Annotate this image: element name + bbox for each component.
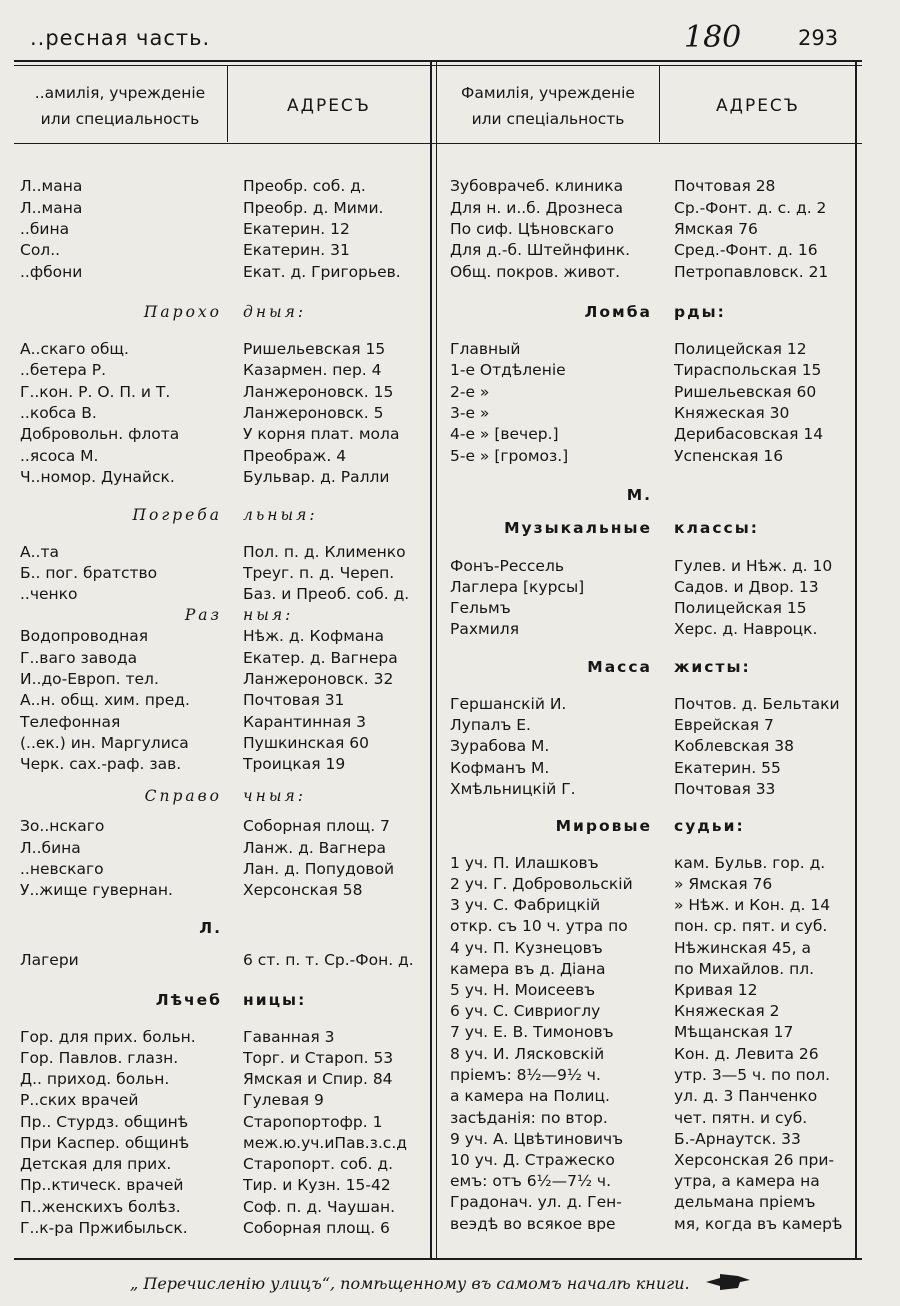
entry-address: Екатерин. 12	[243, 220, 350, 238]
entry-address: Тир. и Кузн. 15-42	[243, 1176, 391, 1194]
entry-name: Рахмиля	[450, 620, 520, 638]
entry-name: Г..к-ра Пржибыльск.	[20, 1219, 188, 1237]
entry-name: 3 уч. С. Фабрицкій	[450, 896, 601, 914]
section-heading: М.	[626, 486, 652, 504]
section-heading: Раз	[184, 606, 222, 624]
entry-address: Преобр. соб. д.	[243, 177, 366, 195]
entry-address: пон. ср. пят. и суб.	[674, 917, 828, 935]
entry-address: Мѣщанская 17	[674, 1023, 794, 1041]
entry-name: И..до-Европ. тел.	[20, 670, 159, 688]
entry-address: Садов. и Двор. 13	[674, 578, 819, 596]
entry-name: ..фбони	[20, 263, 83, 281]
entry-address: Дерибасовская 14	[674, 425, 824, 443]
entry-name: Ч..номор. Дунайск.	[20, 468, 175, 486]
entry-address: Баз. и Преоб. соб. д.	[243, 585, 410, 603]
footer-note: „ Перечисленію улицъ“, помѣщенному въ самомъ началѣ книги.	[130, 1274, 690, 1293]
entry-address: Гулевая 9	[243, 1091, 324, 1109]
entry-address: Кон. д. Левита 26	[674, 1045, 819, 1063]
section-heading-continued: льныя:	[243, 506, 318, 524]
entry-name: емъ: отъ 6½—7½ ч.	[450, 1172, 612, 1190]
entry-name: Градонач. ул. д. Ген-	[450, 1193, 622, 1211]
right-address-header: АДРЕСЪ	[716, 96, 800, 116]
entry-name: Лаглера [курсы]	[450, 578, 585, 596]
entry-name: Для д.-б. Штейнфинк.	[450, 241, 631, 259]
entry-address: Полицейская 15	[674, 599, 807, 617]
entry-name: Зурабова М.	[450, 737, 550, 755]
entry-address: 6 ст. п. т. Ср.-Фон. д.	[243, 951, 414, 969]
entry-name: 6 уч. С. Сивриоглу	[450, 1002, 601, 1020]
entry-name: Добровольн. флота	[20, 425, 180, 443]
entry-address: Соф. п. д. Чаушан.	[243, 1198, 396, 1216]
section-heading-continued: классы:	[674, 519, 759, 537]
entry-address: Гаванная 3	[243, 1028, 335, 1046]
entry-address: Екатерин. 31	[243, 241, 350, 259]
entry-address: по Михайлов. пл.	[674, 960, 815, 978]
section-heading-continued: судьи:	[674, 817, 745, 835]
entry-address: Лан. д. Попудовой	[243, 860, 395, 878]
entry-address: Екатерин. 55	[674, 759, 781, 777]
page-header-title: ..ресная часть.	[30, 26, 211, 50]
entry-name: а камера на Полиц.	[450, 1087, 610, 1105]
handwritten-page-note: 180	[684, 20, 742, 55]
entry-name: ..невскаго	[20, 860, 104, 878]
entry-name: Общ. покров. живот.	[450, 263, 621, 281]
entry-address: Нѣж. д. Кофмана	[243, 627, 385, 645]
entry-name: Пр..ктическ. врачей	[20, 1176, 184, 1194]
entry-name: Р..ских врачей	[20, 1091, 139, 1109]
left-address-header: АДРЕСЪ	[287, 96, 371, 116]
entry-address: Княжеская 2	[674, 1002, 780, 1020]
section-heading: Парохо	[143, 303, 222, 321]
entry-name: При Каспер. общинѣ	[20, 1134, 190, 1152]
entry-address: Почтов. д. Бельтаки	[674, 695, 840, 713]
entry-name: Г..кон. Р. О. П. и Т.	[20, 383, 171, 401]
entry-address: ул. д. 3 Панченко	[674, 1087, 818, 1105]
entry-name: Пр.. Стурдз. общинѣ	[20, 1113, 189, 1131]
entry-name: 4 уч. П. Кузнецовъ	[450, 939, 603, 957]
section-heading-continued: чныя:	[243, 787, 306, 805]
entry-name: ..бина	[20, 220, 70, 238]
entry-address: Херс. д. Навроцк.	[674, 620, 818, 638]
entry-address: Коблевская 38	[674, 737, 794, 755]
entry-address: Гулев. и Нѣж. д. 10	[674, 557, 833, 575]
entry-address: утр. 3—5 ч. по пол.	[674, 1066, 831, 1084]
entry-address: Кривая 12	[674, 981, 758, 999]
entry-name: Л..бина	[20, 839, 81, 857]
section-heading: Погреба	[132, 506, 222, 524]
entry-address: Соборная площ. 7	[243, 817, 390, 835]
entry-name: Водопроводная	[20, 627, 149, 645]
entry-name: Д.. приход. больн.	[20, 1070, 170, 1088]
entry-address: Ланжероновск. 32	[243, 670, 394, 688]
entry-name: веэдѣ во всякое вре	[450, 1215, 616, 1233]
entry-address: Преобр. д. Мими.	[243, 199, 384, 217]
entry-address: Херсонская 58	[243, 881, 363, 899]
entry-name: (..ек.) ин. Маргулиса	[20, 734, 189, 752]
entry-address: чет. пятн. и суб.	[674, 1109, 808, 1127]
entry-name: Б.. пог. братство	[20, 564, 158, 582]
entry-name: Сол..	[20, 241, 61, 259]
entry-name: А..скаго общ.	[20, 340, 129, 358]
entry-address: Екатер. д. Вагнера	[243, 649, 398, 667]
entry-address: Сред.-Фонт. д. 16	[674, 241, 818, 259]
entry-address: меж.ю.уч.иПав.з.с.д	[243, 1134, 407, 1152]
entry-address: » Ямская 76	[674, 875, 773, 893]
entry-name: 5-е » [громоз.]	[450, 447, 569, 465]
entry-address: Старопорт. соб. д.	[243, 1155, 394, 1173]
entry-address: Ланжероновск. 5	[243, 404, 384, 422]
left-name-header: ..амилія, учрежденіе или специальность	[34, 84, 206, 128]
entry-name: Лупалъ Е.	[450, 716, 531, 734]
section-heading: Справо	[144, 787, 222, 805]
entry-name: 4-е » [вечер.]	[450, 425, 559, 443]
right-name-header: Фамилія, учрежденіе или спеціальность	[461, 84, 635, 128]
entry-address: Пушкинская 60	[243, 734, 369, 752]
entry-name: А..н. общ. хим. пред.	[20, 691, 190, 709]
entry-name: Лагери	[20, 951, 79, 969]
entry-name: засѣданія: по втор.	[450, 1109, 608, 1127]
entry-address: Херсонская 26 при-	[674, 1151, 835, 1169]
section-heading: Ломба	[584, 303, 652, 321]
entry-address: » Нѣж. и Кон. д. 14	[674, 896, 831, 914]
entry-address: У корня плат. мола	[243, 425, 400, 443]
entry-name: Детская для прих.	[20, 1155, 172, 1173]
entry-address: Ямская и Спир. 84	[243, 1070, 393, 1088]
entry-address: мя, когда въ камерѣ	[674, 1215, 843, 1233]
entry-address: Ланж. д. Вагнера	[243, 839, 386, 857]
entry-address: Екат. д. Григорьев.	[243, 263, 401, 281]
pointing-hand-icon	[704, 1270, 752, 1294]
section-heading-continued: жисты:	[674, 658, 751, 676]
entry-address: Ришельевская 60	[674, 383, 817, 401]
section-heading-continued: рды:	[674, 303, 726, 321]
entry-name: 2 уч. Г. Добровольскій	[450, 875, 633, 893]
section-heading-continued: ницы:	[243, 991, 307, 1009]
entry-name: 2-е »	[450, 383, 490, 401]
entry-address: Торг. и Староп. 53	[243, 1049, 394, 1067]
entry-name: А..та	[20, 543, 59, 561]
entry-name: 10 уч. Д. Стражеско	[450, 1151, 615, 1169]
entry-name: Хмѣльницкій Г.	[450, 780, 576, 798]
entry-address: Еврейская 7	[674, 716, 774, 734]
entry-name: Фонъ-Рессель	[450, 557, 565, 575]
entry-name: У..жище гувернан.	[20, 881, 173, 899]
entry-name: 1 уч. П. Илашковъ	[450, 854, 599, 872]
entry-name: Гельмъ	[450, 599, 511, 617]
section-heading-continued: ныя:	[243, 606, 294, 624]
entry-address: Казармен. пер. 4	[243, 361, 382, 379]
entry-name: Г..ваго завода	[20, 649, 138, 667]
entry-name: П..женскихъ болѣз.	[20, 1198, 181, 1216]
entry-address: Почтовая 33	[674, 780, 776, 798]
entry-address: Ямская 76	[674, 220, 758, 238]
entry-address: Пол. п. д. Клименко	[243, 543, 406, 561]
entry-address: Карантинная 3	[243, 713, 366, 731]
entry-address: Ришельевская 15	[243, 340, 386, 358]
entry-address: Соборная площ. 6	[243, 1219, 390, 1237]
entry-name: Л..мана	[20, 177, 83, 195]
entry-name: По сиф. Цѣновскаго	[450, 220, 614, 238]
entry-name: Зубоврачеб. клиника	[450, 177, 624, 195]
entry-name: Кофманъ М.	[450, 759, 550, 777]
entry-address: Троицкая 19	[243, 755, 346, 773]
entry-name: 7 уч. Е. В. Тимоновъ	[450, 1023, 614, 1041]
entry-name: Черк. сах.-раф. зав.	[20, 755, 182, 773]
section-heading: Музыкальные	[504, 519, 652, 537]
entry-name: 1-е Отдѣленіе	[450, 361, 566, 379]
entry-name: камера въ д. Діана	[450, 960, 606, 978]
entry-name: Гор. Павлов. глазн.	[20, 1049, 179, 1067]
entry-address: Ср.-Фонт. д. с. д. 2	[674, 199, 827, 217]
entry-name: откр. съ 10 ч. утра по	[450, 917, 628, 935]
entry-address: Успенская 16	[674, 447, 784, 465]
section-heading-continued: дныя:	[243, 303, 307, 321]
entry-address: Почтовая 28	[674, 177, 776, 195]
entry-name: Гор. для прих. больн.	[20, 1028, 196, 1046]
entry-address: Петропавловск. 21	[674, 263, 829, 281]
entry-address: Б.-Арнаутск. 33	[674, 1130, 801, 1148]
entry-name: 5 уч. Н. Моисеевъ	[450, 981, 596, 999]
entry-name: ..ясоса М.	[20, 447, 99, 465]
entry-address: Ланжероновск. 15	[243, 383, 394, 401]
entry-address: Старопортофр. 1	[243, 1113, 383, 1131]
entry-address: утра, а камера на	[674, 1172, 820, 1190]
section-heading: Л.	[199, 919, 222, 937]
entry-address: Княжеская 30	[674, 404, 790, 422]
entry-name: ..ченко	[20, 585, 78, 603]
entry-name: Для н. и..б. Дрознеса	[450, 199, 623, 217]
entry-address: Треуг. п. д. Череп.	[243, 564, 395, 582]
entry-name: Главный	[450, 340, 521, 358]
entry-name: 3-е »	[450, 404, 490, 422]
section-heading: Мировые	[555, 817, 652, 835]
entry-name: Л..мана	[20, 199, 83, 217]
entry-name: 8 уч. И. Лясковскій	[450, 1045, 605, 1063]
entry-address: кам. Бульв. гор. д.	[674, 854, 826, 872]
entry-address: дельмана пріемъ	[674, 1193, 816, 1211]
section-heading: Масса	[587, 658, 652, 676]
entry-name: 9 уч. А. Цвѣтиновичъ	[450, 1130, 624, 1148]
entry-name: Зо..нскаго	[20, 817, 105, 835]
entry-name: пріемъ: 8½—9½ ч.	[450, 1066, 601, 1084]
entry-address: Преображ. 4	[243, 447, 347, 465]
entry-address: Нѣжинская 45, а	[674, 939, 811, 957]
entry-address: Полицейская 12	[674, 340, 807, 358]
entry-name: Телефонная	[20, 713, 121, 731]
entry-address: Почтовая 31	[243, 691, 345, 709]
entry-name: Гершанскій И.	[450, 695, 567, 713]
entry-address: Тираспольская 15	[674, 361, 822, 379]
page-number: 293	[798, 26, 839, 50]
entry-name: ..бетера Р.	[20, 361, 107, 379]
entry-name: ..кобса В.	[20, 404, 97, 422]
entry-address: Бульвар. д. Ралли	[243, 468, 390, 486]
section-heading: Лѣчеб	[155, 991, 222, 1009]
